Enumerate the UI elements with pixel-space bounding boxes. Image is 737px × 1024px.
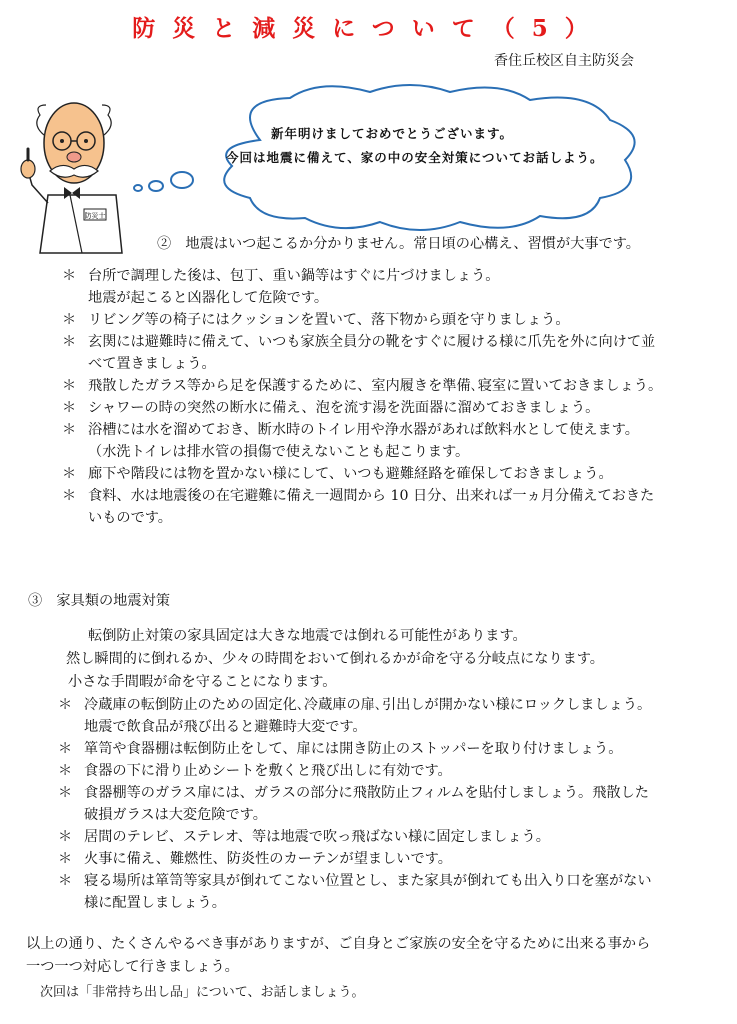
list-item-line [62,353,662,375]
bubble-line-2: 今回は地震に備えて、家の中の安全対策についてお話しよう。 [226,150,604,165]
list-item-text: 食料、水は地震後の在宅避難に備え一週間から 10 日分、出来れば一ヵ月分備えておきた [88,488,655,504]
bullet-mark: ＊ [62,466,77,482]
bullet-mark: ＊ [62,378,77,394]
list-item-text: 箪笥や食器棚は転倒防止をして、扉には開き防止のストッパーを取り付けましょう。 [84,741,623,757]
list-item-text: べて置きましょう。 [88,356,216,372]
bullet-mark: ＊ [58,829,73,845]
bullet-mark: ＊ [58,697,73,713]
list-item-text: いものです。 [88,510,172,526]
bullet-mark: ＊ [58,785,73,801]
bullet-mark: ＊ [62,334,77,350]
section-3-intro-3: 小さな手間暇が命を守ることになります。 [68,674,337,690]
list-item-text: 火事に備え、難燃性、防炎性のカーテンが望ましいです。 [84,851,452,867]
next-topic: 次回は「非常持ち出し品」について、お話しましょう。 [40,985,365,1000]
organization-name: 香住丘校区自主防災会 [494,53,634,69]
list-item-line [62,441,662,463]
bullet-mark: ＊ [58,741,73,757]
list-item-text: 廊下や階段には物を置かない様にして、いつも避難経路を確保しておきましょう。 [88,466,613,482]
list-item-line [58,760,652,782]
section-3-heading: ③ 家具類の地震対策 [28,593,170,609]
bullet-mark: ＊ [58,873,73,889]
closing-line-1: 以上の通り、たくさんやるべき事がありますが、ご自身とご家族の安全を守るために出来る事から [26,936,651,952]
list-item-line [62,287,662,309]
list-item-line [58,738,652,760]
list-item-line [62,397,662,419]
section-3-list [58,694,652,914]
badge-label: 防災士 [84,212,106,220]
list-item-line [62,265,662,287]
page-title: 防災と減災について（5） [132,15,605,42]
bullet-mark: ＊ [62,422,77,438]
bullet-mark: ＊ [62,268,77,284]
list-item-line [62,463,662,485]
bullet-mark: ＊ [62,488,77,504]
bullet-mark: ＊ [58,763,73,779]
list-item-text: シャワーの時の突然の断水に備え、泡を流す湯を洗面器に溜めておきましょう。 [88,400,600,416]
bullet-mark: ＊ [62,400,77,416]
list-item-text: 玄関には避難時に備えて、いつも家族全員分の靴をすぐに履ける様に爪先を外に向けて並 [88,334,656,350]
list-item-text: 冷蔵庫の転倒防止のための固定化､冷蔵庫の扉､引出しが開かない様にロックしましょう。 [84,697,652,713]
list-item-text: 飛散したガラス等から足を保護するために、室内履きを準備､寝室に置いておきましょう。 [88,378,663,394]
list-item-text: （水洗トイレは排水管の損傷で使えないことも起こります。 [88,444,470,460]
list-item-text: 地震で飲食品が飛び出ると避難時大変です。 [84,719,367,735]
list-item-line [62,375,662,397]
bubble-line-1: 新年明けましておめでとうございます。 [271,126,514,141]
list-item-line [62,419,662,441]
list-item-line [58,804,652,826]
section-3-intro-1: 転倒防止対策の家具固定は大きな地震では倒れる可能性があります。 [88,628,527,644]
list-item-text: 食器棚等のガラス扉には、ガラスの部分に飛散防止フィルムを貼付しましょう。飛散した [84,785,649,801]
list-item-line [62,485,662,507]
list-item-text: 浴槽には水を溜めておき、断水時のトイレ用や浄水器があれば飲料水として使えます。 [88,422,639,438]
list-item-line [58,782,652,804]
closing-line-2: 一つ一つ対応して行きましょう。 [26,959,239,975]
list-item-text: 地震が起こると凶器化して危険です。 [88,290,329,306]
list-item-text: リビング等の椅子にはクッションを置いて、落下物から頭を守りましょう。 [88,312,570,328]
list-item-line [58,716,652,738]
section-3-intro-2: 然し瞬間的に倒れるか、少々の時間をおいて倒れるかが命を守る分岐点になります。 [66,651,604,667]
list-item-text: 様に配置しましょう。 [84,895,226,911]
section-2-heading: ② 地震はいつ起こるか分かりません。常日頃の心構え、習慣が大事です。 [157,236,640,252]
list-item-text: 居間のテレビ、ステレオ、等は地震で吹っ飛ばない様に固定しましょう。 [84,829,550,845]
list-item-line [58,826,652,848]
bullet-mark: ＊ [58,851,73,867]
list-item-line [58,848,652,870]
list-item-line [58,694,652,716]
bullet-mark: ＊ [62,312,77,328]
list-item-line [62,507,662,529]
list-item-line [62,309,662,331]
list-item-text: 食器の下に滑り止めシートを敷くと飛び出しに有効です。 [84,763,452,779]
list-item-line [62,331,662,353]
list-item-line [58,870,652,892]
list-item-text: 台所で調理した後は、包丁、重い鍋等はすぐに片づけましょう。 [88,268,500,284]
list-item-line [58,892,652,914]
list-item-text: 寝る場所は箪笥等家具が倒れてこない位置とし、また家具が倒れても出入り口を塞がない [84,873,652,889]
list-item-text: 破損ガラスは大変危険です。 [84,807,267,823]
section-2-list [62,265,662,529]
